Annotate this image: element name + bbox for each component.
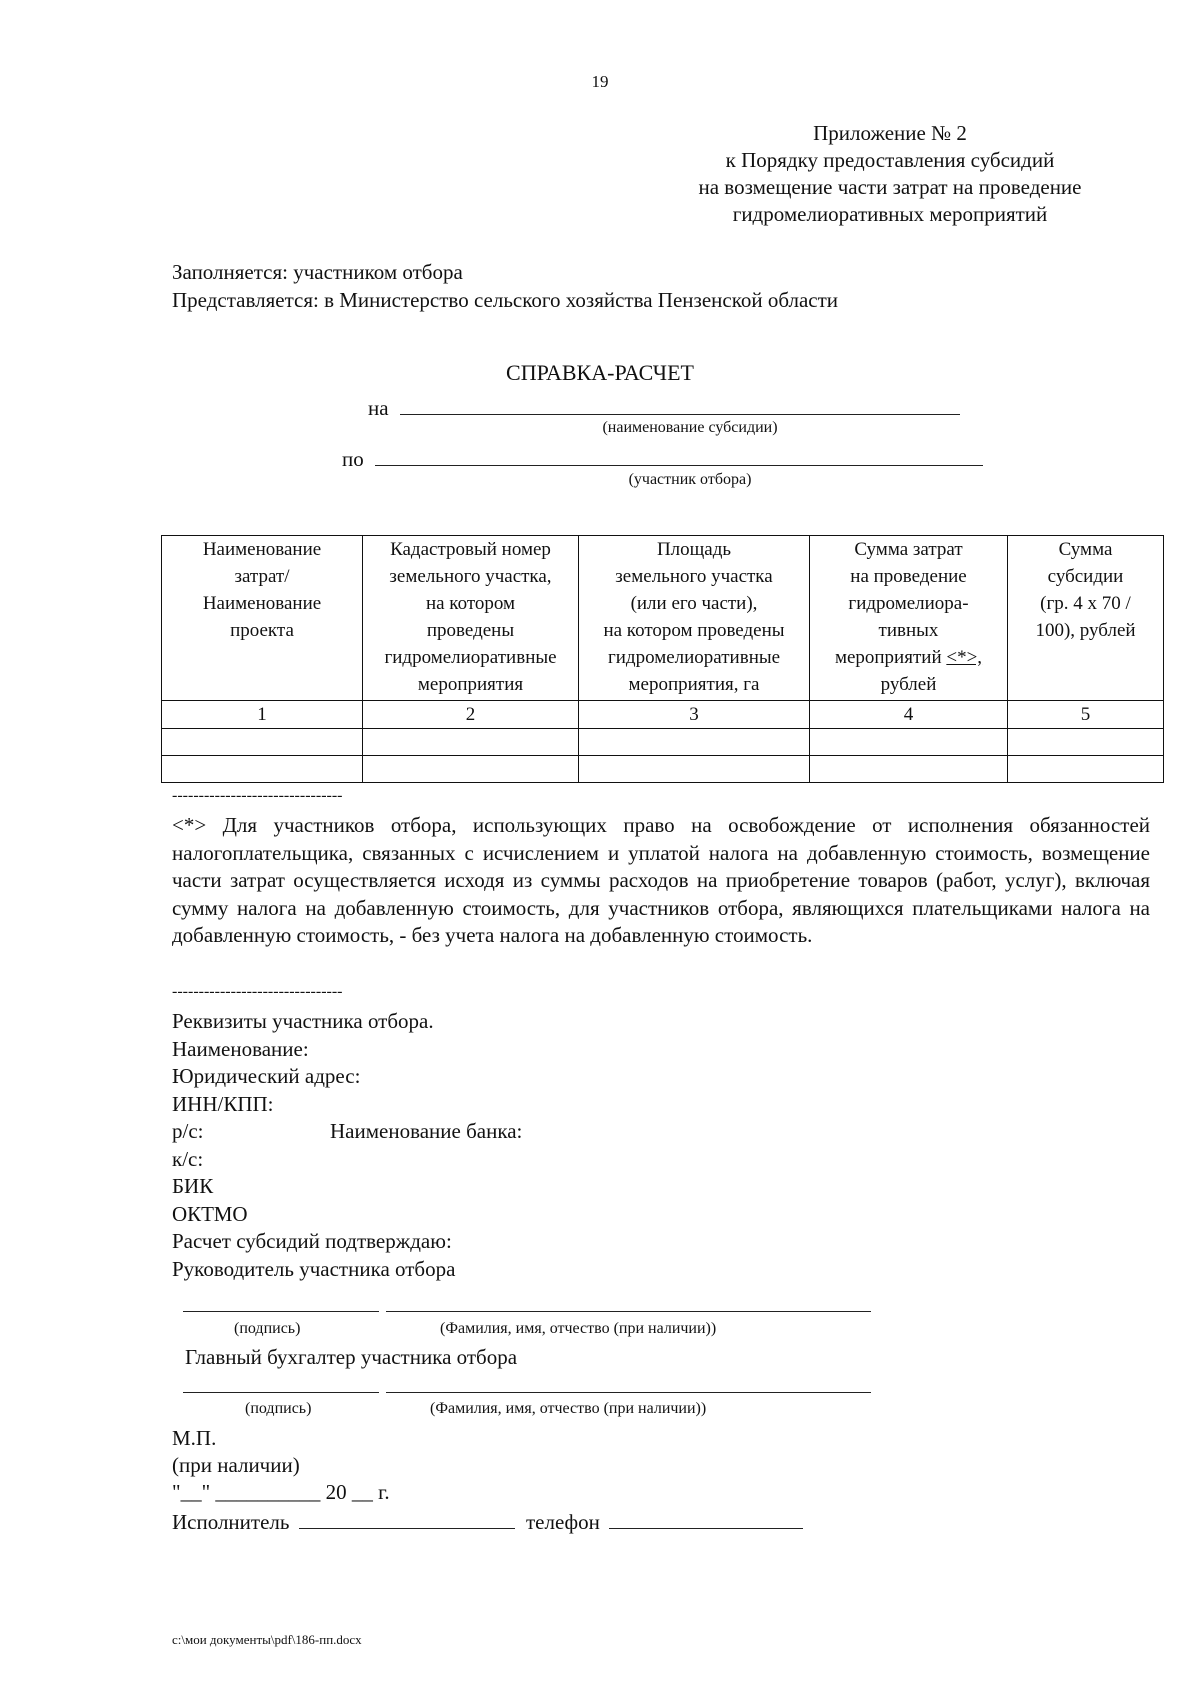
requisites-bank-name: Наименование банка: xyxy=(330,1119,523,1143)
separator-top: -------------------------------- xyxy=(172,787,343,804)
chief-accountant-label: Главный бухгалтер участника отбора xyxy=(185,1345,518,1369)
table-cell[interactable] xyxy=(810,756,1008,783)
column-number-row xyxy=(162,701,1164,729)
appendix-line: гидромелиоративных мероприятий xyxy=(732,202,1048,226)
stamp-label: М.П. xyxy=(172,1426,217,1450)
head-fio-field[interactable] xyxy=(386,1310,871,1312)
column-number: 3 xyxy=(579,701,810,729)
head-signature-field[interactable] xyxy=(183,1310,379,1312)
requisites-rs: р/с: xyxy=(172,1119,204,1143)
requisites-bik: БИК xyxy=(172,1174,214,1198)
separator-bottom: -------------------------------- xyxy=(172,983,343,1000)
participant-caption: (участник отбора) xyxy=(628,471,752,488)
table-cell[interactable] xyxy=(579,729,810,756)
column-number: 2 xyxy=(363,701,579,729)
submitted-to: Представляется: в Министерство сельского хозяйства Пензенской области xyxy=(172,288,839,312)
subsidy-name-row xyxy=(368,392,960,421)
header-cell-costs: Наименование затрат/ Наименование проекта xyxy=(162,536,363,701)
requisites-oktmo: ОКТМО xyxy=(172,1201,248,1226)
header-cell-subsidy: Сумма субсидии (гр. 4 х 70 / 100), рублей xyxy=(1008,536,1164,701)
header-cell-cadastral: Кадастровый номер земельного участка, на котором проведены гидромелиоративные мероприятия xyxy=(363,536,579,701)
head-signature-caption: (подпись) xyxy=(234,1320,301,1337)
po-label: по xyxy=(342,447,364,471)
requisites-address: Юридический адрес: xyxy=(172,1064,361,1088)
form-routing xyxy=(172,258,838,314)
accountant-signature-caption: (подпись) xyxy=(245,1400,312,1417)
table-cell[interactable] xyxy=(162,756,363,783)
table-cell[interactable] xyxy=(162,729,363,756)
accountant-fio-field[interactable] xyxy=(386,1391,871,1393)
table-cell[interactable] xyxy=(579,756,810,783)
appendix-header xyxy=(640,120,1140,228)
requisites-inn-kpp: ИНН/КПП: xyxy=(172,1091,274,1116)
stamp-note: (при наличии) xyxy=(172,1453,300,1477)
file-path: c:\мои документы\pdf\186-пп.docx xyxy=(172,1632,362,1647)
requisites-block xyxy=(172,1008,523,1283)
table-row xyxy=(162,729,1164,756)
participant-field[interactable] xyxy=(375,443,983,466)
document-title: СПРАВКА-РАСЧЕТ xyxy=(506,360,694,385)
na-label: на xyxy=(368,396,389,420)
date-line: "__" __________ 20 __ г. xyxy=(172,1480,390,1504)
calculation-table xyxy=(161,535,1164,783)
header-cell-area: Площадь земельного участка (или его части), на котором проведены гидромелиоративные мероприятия, га xyxy=(579,536,810,701)
appendix-line: на возмещение части затрат на проведение xyxy=(698,175,1082,199)
table-cell[interactable] xyxy=(1008,756,1164,783)
requisites-head: Руководитель участника отбора xyxy=(172,1256,456,1281)
requisites-heading: Реквизиты участника отбора. xyxy=(172,1009,434,1033)
requisites-ks: к/с: xyxy=(172,1146,204,1171)
column-number: 4 xyxy=(810,701,1008,729)
table-cell[interactable] xyxy=(363,756,579,783)
subsidy-name-caption: (наименование субсидии) xyxy=(602,419,778,436)
table-header-row xyxy=(162,536,1164,701)
header-cell-cost-sum: Сумма затрат на проведение гидромелиора- тивных мероприятий <*>, рублей xyxy=(810,536,1008,701)
table-row xyxy=(162,756,1164,783)
head-fio-caption: (Фамилия, имя, отчество (при наличии)) xyxy=(440,1320,717,1337)
table-cell[interactable] xyxy=(810,729,1008,756)
requisites-rs-row xyxy=(172,1118,523,1146)
accountant-signature-field[interactable] xyxy=(183,1391,379,1393)
appendix-line: к Порядку предоставления субсидий xyxy=(725,148,1055,172)
table-cell[interactable] xyxy=(1008,729,1164,756)
phone-field[interactable] xyxy=(609,1506,803,1529)
column-number: 1 xyxy=(162,701,363,729)
participant-row xyxy=(342,443,983,472)
appendix-line: Приложение № 2 xyxy=(813,121,967,145)
filled-by: Заполняется: участником отбора xyxy=(172,260,463,284)
page-number: 19 xyxy=(591,72,609,91)
table-cell[interactable] xyxy=(363,729,579,756)
accountant-fio-caption: (Фамилия, имя, отчество (при наличии)) xyxy=(430,1400,707,1417)
footnote-link[interactable]: <*>, xyxy=(946,647,983,668)
column-number: 5 xyxy=(1008,701,1164,729)
phone-label: телефон xyxy=(525,1510,600,1534)
executor-label: Исполнитель xyxy=(172,1510,290,1534)
requisites-name: Наименование: xyxy=(172,1036,309,1061)
executor-field[interactable] xyxy=(299,1506,515,1529)
executor-row xyxy=(172,1506,803,1536)
footnote-text: <*> Для участников отбора, использующих право на освобождение от исполнения обязанностей налогоплательщика, связанных с исчислением и уплатой налога на добавленную стоимость, возмещение части затрат осуществляется исходя из суммы расходов на приобретение товаров (работ, услуг), включая сумму налога на добавленную стоимость, для участников отбора, являющихся плательщиками налога на добавленную стоимость, - без учета налога на добавленную стоимость. xyxy=(172,813,1150,947)
requisites-confirm: Расчет субсидий подтверждаю: xyxy=(172,1229,452,1253)
subsidy-name-field[interactable] xyxy=(400,392,960,415)
